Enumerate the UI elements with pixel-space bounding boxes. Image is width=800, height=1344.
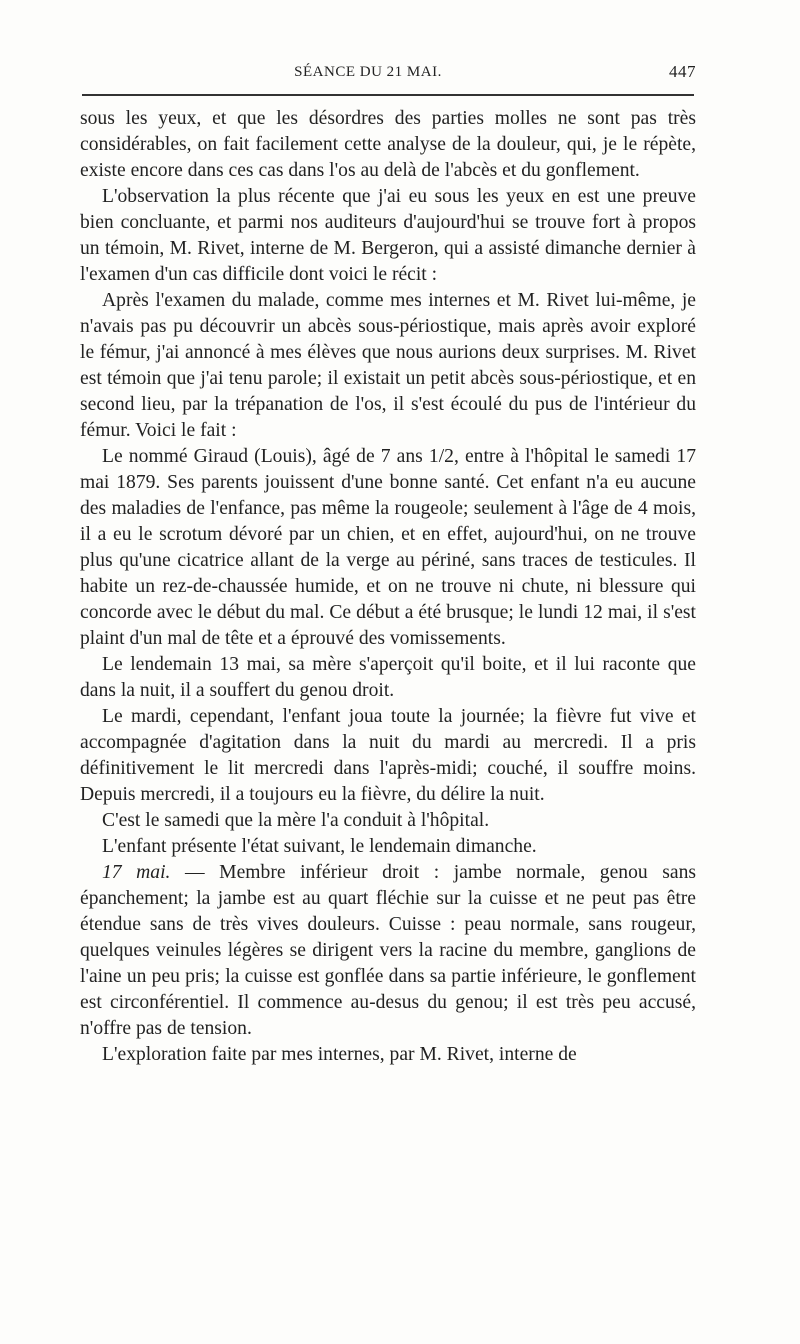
running-header [80,58,696,88]
paragraph: L'observation la plus récente que j'ai eu sous les yeux en est une preuve bien concluante, et parmi nos auditeurs d'aujourd'hui se trouve fort à propos un témoin, M. Rivet, interne de M. Bergeron, qui a assisté dimanche dernier à l'examen d'un cas difficile dont voici le récit : [80,186,696,285]
paragraph: Le lendemain 13 mai, sa mère s'aperçoit qu'il boite, et il lui raconte que dans la nuit, il a souffert du genou droit. [80,654,696,701]
header-rule [82,94,694,96]
paragraph-text: — Membre inférieur droit : jambe normale, genou sans épanchement; la jambe est au quart fléchie sur la cuisse et ne peut pas être étendue sans de très vives douleurs. Cuisse : peau normale, sans rougeur, quelques veinules légères se dirigent vers la racine du membre, ganglions de l'aine un peu pris; la cuisse est gonflée dans sa partie inférieure, le gonflement est circonférentiel. Il commence au-desus du genou; il est très peu accusé, n'offre pas de tension. [80,862,696,1039]
paragraph: Le nommé Giraud (Louis), âgé de 7 ans 1/2, entre à l'hôpital le samedi 17 mai 1879. Ses parents jouissent d'une bonne santé. Cet enfant n'a eu aucune des maladies de l'enfance, pas même la rougeole; seulement à l'âge de 4 mois, il a eu le scrotum dévoré par un chien, et en effet, aujourd'hui, on ne trouve plus qu'une cicatrice allant de la verge au périné, sans traces de testicules. Il habite un rez-de-chaussée humide, et on ne trouve ni chute, ni blessure qui concorde avec le début du mal. Ce début a été brusque; le lundi 12 mai, il s'est plaint d'un mal de tête et a éprouvé des vomissements. [80,446,696,649]
body-text [80,106,696,1068]
paragraph: C'est le samedi que la mère l'a conduit à l'hôpital. [102,810,490,831]
paragraph: Le mardi, cependant, l'enfant joua toute la journée; la fièvre fut vive et accompagnée d'agitation dans la nuit du mardi au mercredi. Il a pris définitivement le lit mercredi dans l'après-midi; couché, il souffre moins. Depuis mercredi, il a toujours eu la fièvre, du délire la nuit. [80,706,696,805]
running-title: SÉANCE DU 21 MAI. [294,64,442,80]
date-lead: 17 mai. [102,862,171,883]
page-number: 447 [669,62,696,81]
paragraph: sous les yeux, et que les désordres des parties molles ne sont pas très considérables, on fait facilement cette analyse de la douleur, qui, je le répète, existe encore dans ces cas dans l'os au delà de l'abcès et du gonflement. [80,108,696,181]
paragraph: L'exploration faite par mes internes, par M. Rivet, interne de [102,1044,577,1065]
paragraph: Après l'examen du malade, comme mes internes et M. Rivet lui-même, je n'avais pas pu découvrir un abcès sous-périostique, mais après avoir exploré le fémur, j'ai annoncé à mes élèves que nous aurions deux surprises. M. Rivet est témoin que j'ai tenu parole; il existait un petit abcès sous-périostique, et en second lieu, par la trépanation de l'os, il s'est écoulé du pus de l'intérieur du fémur. Voici le fait : [80,290,696,441]
paragraph [80,860,696,1042]
document-page [80,58,696,1068]
paragraph: L'enfant présente l'état suivant, le lendemain dimanche. [102,836,537,857]
